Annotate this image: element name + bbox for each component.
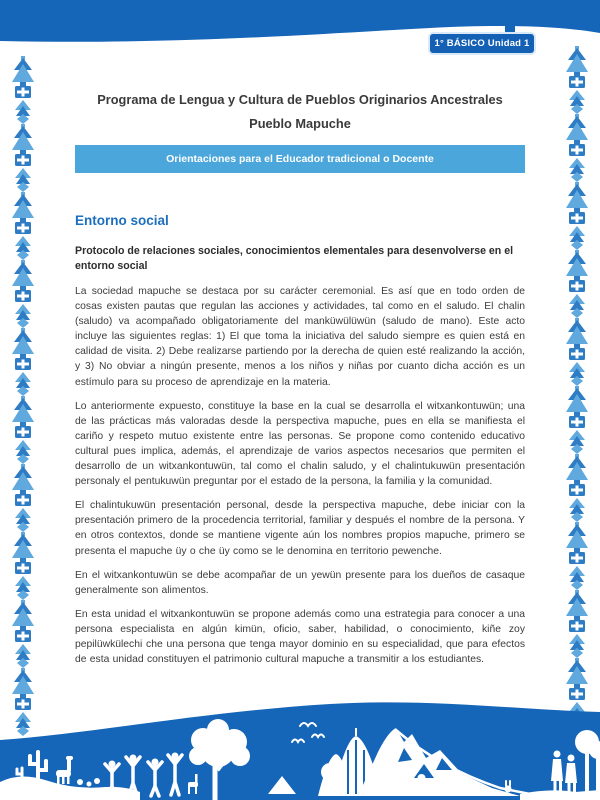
paragraph-2: Lo anteriormente expuesto, constituye la base en la cual se desarrolla el witxankontuwün; una de las prácticas más valoradas desde la perspectiva mapuche, pues en ella se manifiesta el cariño y respeto mutuo existente entre las personas. Se propone como contenido educativo cultural pues implica, además, el aprendizaje de varios aspectos necesarios que permiten el desarrollo de un witxankontuwün, tal como el chalin saludo, y el chalintukuwün presentación personaly el pentukuwün preguntar por el estado de la persona, la familia y la comunidad. [75,400,525,488]
paragraph-4: En el witxankontuwün se debe acompañar de un yewün presente para los dueños de casaque generalmente son alimentos. [75,569,525,596]
totem-border-left-icon [10,56,36,736]
paragraph-1: La sociedad mapuche se destaca por su carácter ceremonial. Es así que en todo orden de cosas existen pautas que regulan las acciones y actividades, tal como en el saludo. El chalin (saludo) va acompañado obligatoriamente del manküwülüwün (saludo de mano). Este acto incluye las siguientes reglas: 1) El que toma la iniciativa del saludo siempre es quien está en calidad de visita. 2) Debe realizarse partiendo por la derecha de quien esté realizando la acción, y 3) No obviar a ningún presente, menos a los niños y niñas por cuanto dicha acción es un estímulo para su proceso de aprendizaje en la materia. [75,286,525,388]
paragraph-5: En esta unidad el witxankontuwün se propone además como una estrategia para conocer a una persona especialista en algún kimün, oficio, saber, habilidad, o conocimiento, kiñe zoy pepilüwkülechi che una persona que tenga mayor dominio en su especialidad, que para efectos de esta unidad constituyen el patrimonio cultural mapuche a transmitir a los estudiantes. [75,608,525,666]
section-heading: Entorno social [75,213,169,228]
program-subtitle: Pueblo Mapuche [249,116,351,131]
totem-border-right-icon [564,46,590,714]
document-content [75,92,525,667]
unit-badge: 1° BÁSICO Unidad 1 [428,32,536,55]
section-subheading: Protocolo de relaciones sociales, conocimientos elementales para desenvolverse en el entorno social [75,245,514,272]
paragraph-3: El chalintukuwün presentación personal, desde la perspectiva mapuche, debe iniciar con la presentación primero de la procedencia territorial, familiar y después el nombre de la persona. Y en otros contextos, donde se mantiene vigente aún los nombres propios mapuche, primero se presenta el mapuche üy o che üy como se le denomina en territorio pewenche. [75,500,525,557]
orientation-banner: Orientaciones para el Educador tradicional o Docente [75,145,525,173]
footer-illustration [0,690,600,800]
program-title: Programa de Lengua y Cultura de Pueblos Originarios Ancestrales [97,92,503,107]
